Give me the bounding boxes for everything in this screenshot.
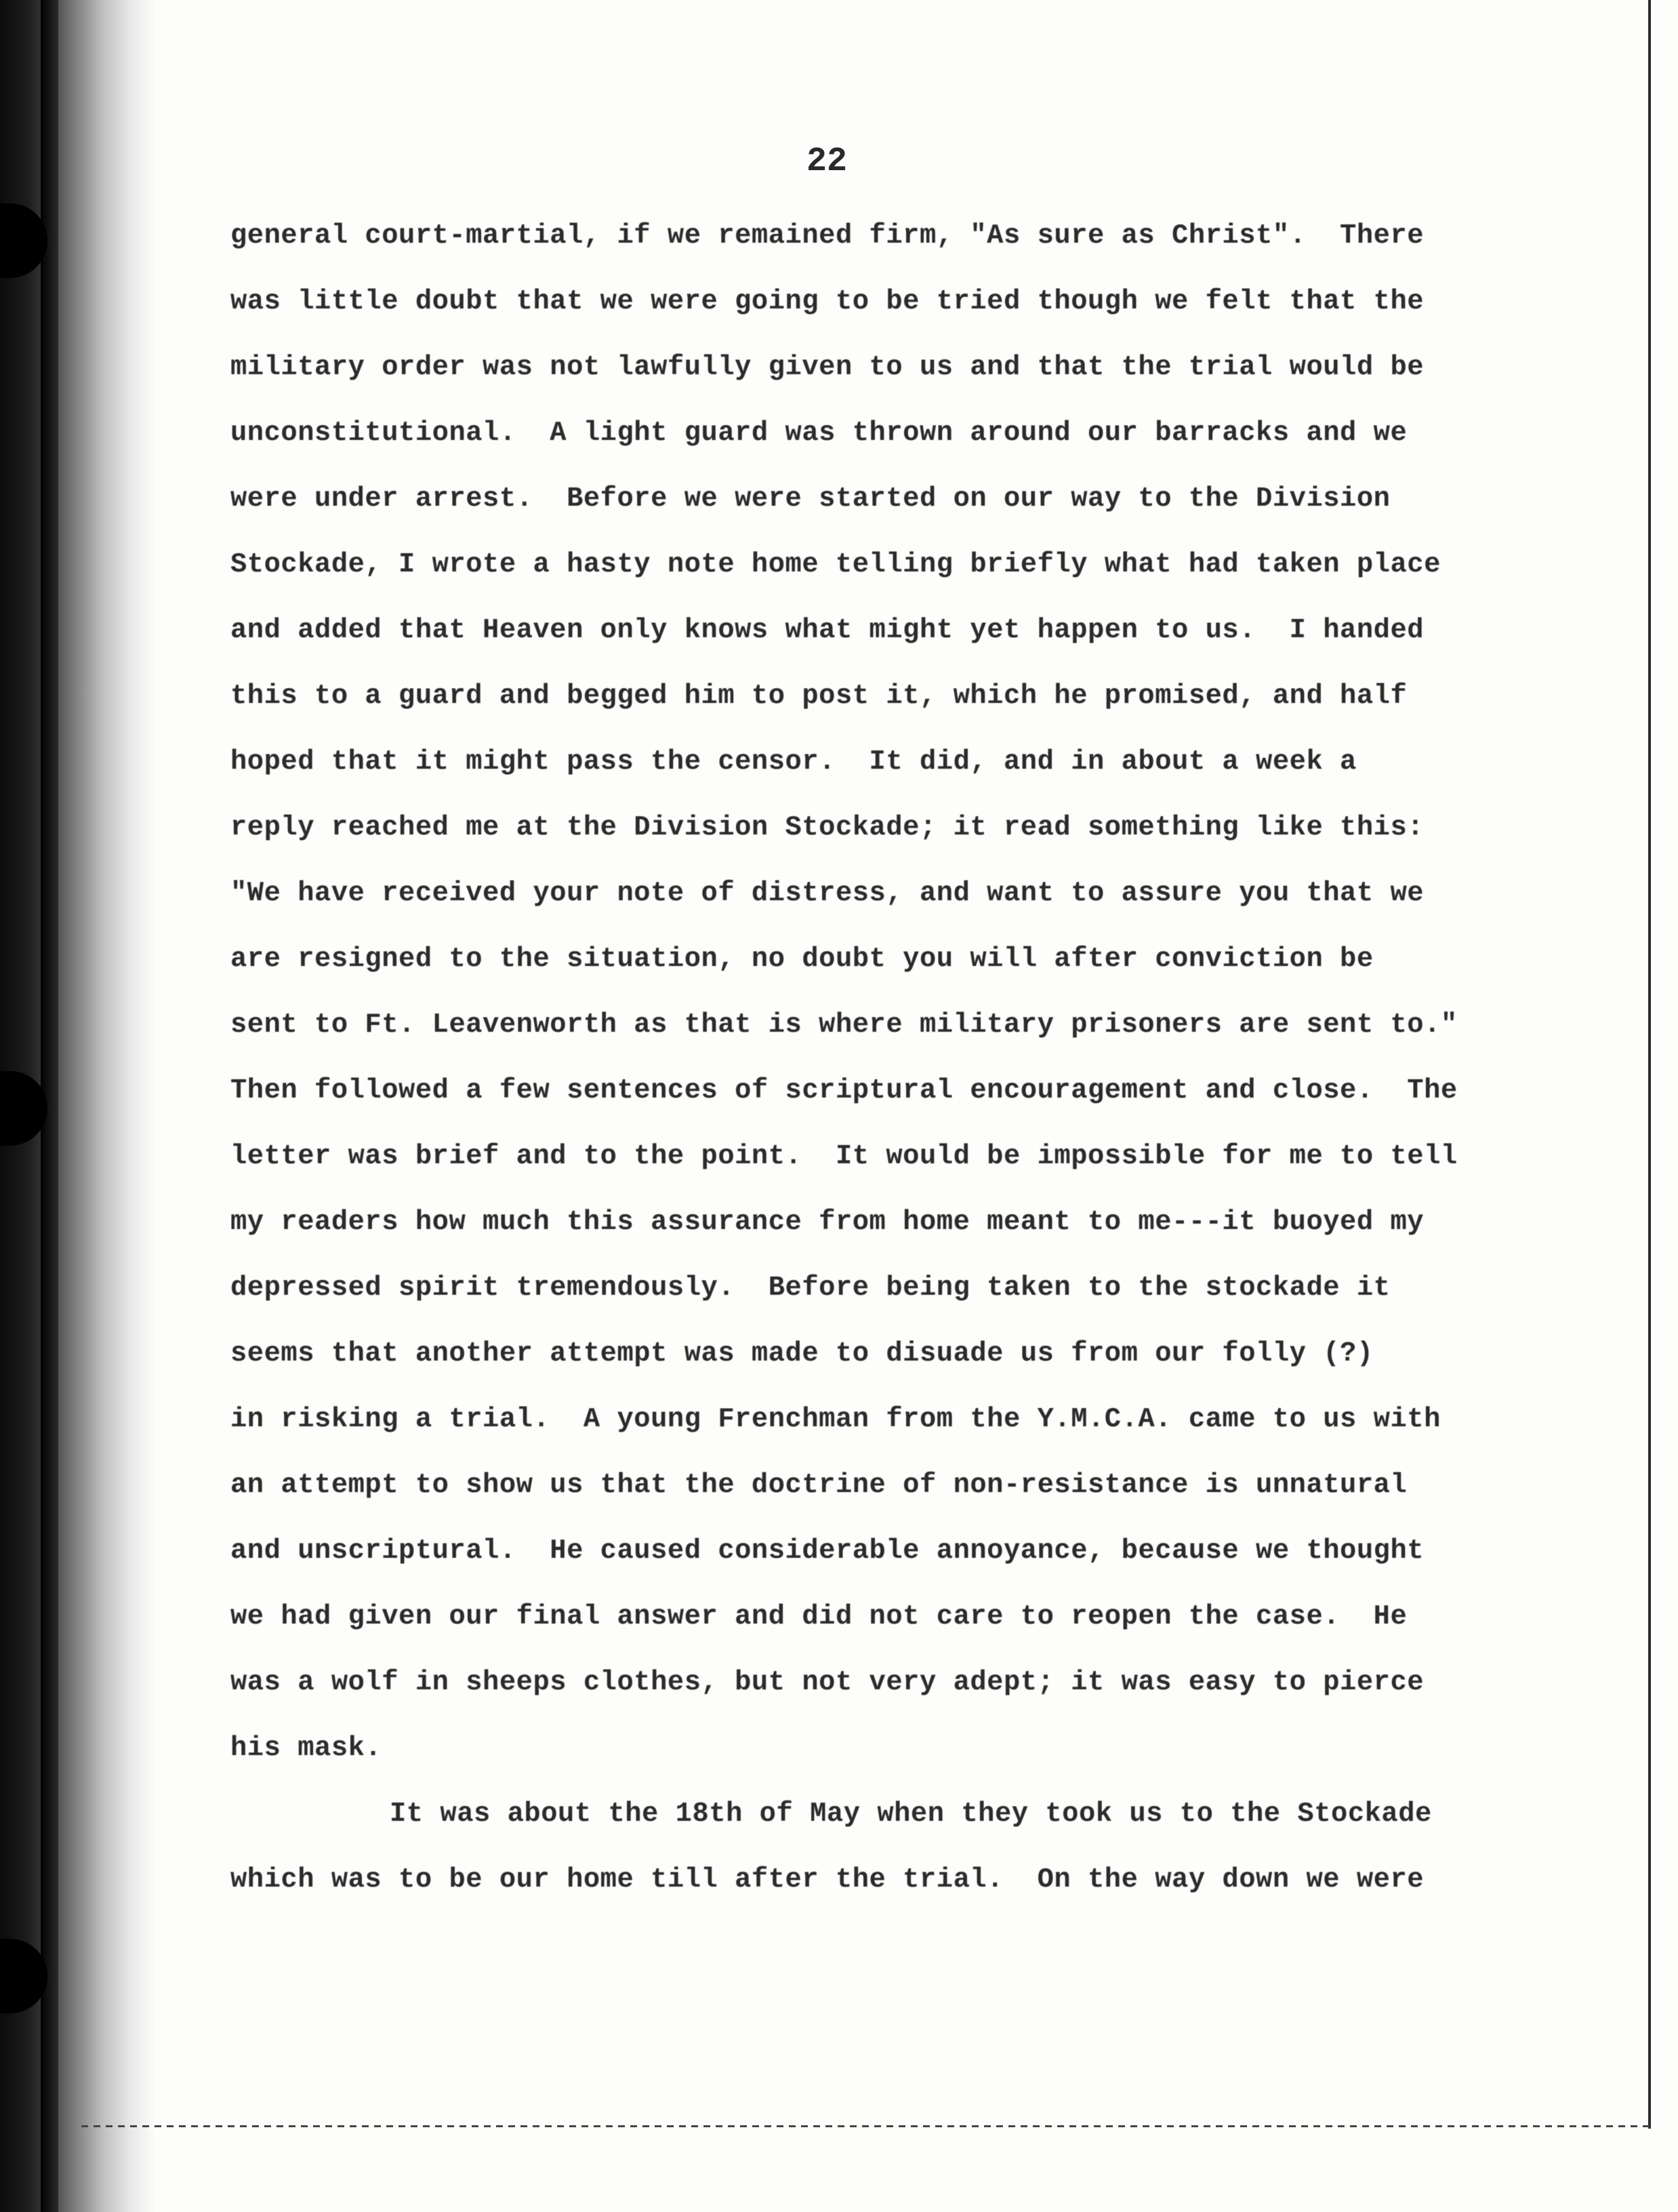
text-line: depressed spirit tremendously. Before being taken to the stockade it [230, 1272, 1391, 1304]
page-number: 22 [806, 142, 847, 181]
text-line: "We have received your note of distress, and want to assure you that we [230, 878, 1425, 909]
page-bottom-edge [81, 2125, 1651, 2127]
text-line: and added that Heaven only knows what might yet happen to us. I handed [230, 615, 1425, 646]
text-line: are resigned to the situation, no doubt you will after conviction be [230, 944, 1374, 975]
text-line: Stockade, I wrote a hasty note home telling briefly what had taken place [230, 549, 1441, 580]
text-line: reply reached me at the Division Stockade; it read something like this: [230, 812, 1425, 843]
text-line: hoped that it might pass the censor. It did, and in about a week a [230, 746, 1357, 778]
text-line: in risking a trial. A young Frenchman from the Y.M.C.A. came to us with [230, 1404, 1441, 1435]
text-line: military order was not lawfully given to us and that the trial would be [230, 352, 1425, 383]
text-line: we had given our final answer and did not care to reopen the case. He [230, 1601, 1408, 1632]
text-line: was a wolf in sheeps clothes, but not very adept; it was easy to pierce [230, 1667, 1425, 1698]
body-text [230, 203, 1491, 1913]
text-line: my readers how much this assurance from home meant to me---it buoyed my [230, 1207, 1425, 1238]
text-line: sent to Ft. Leavenworth as that is where military prisoners are sent to." [230, 1009, 1458, 1041]
text-line: was little doubt that we were going to be tried though we felt that the [230, 286, 1425, 317]
text-line: which was to be our home till after the trial. On the way down we were [230, 1864, 1425, 1895]
text-line: were under arrest. Before we were started on our way to the Division [230, 483, 1391, 515]
text-line: and unscriptural. He caused considerable annoyance, because we thought [230, 1535, 1425, 1567]
text-line: Then followed a few sentences of scriptural encouragement and close. The [230, 1075, 1458, 1106]
text-line: letter was brief and to the point. It would be impossible for me to tell [230, 1141, 1458, 1172]
text-line: this to a guard and begged him to post it, which he promised, and half [230, 681, 1408, 712]
text-line: his mask. [230, 1733, 382, 1764]
page-right-edge [1648, 0, 1651, 2129]
text-line: an attempt to show us that the doctrine of non-resistance is unnatural [230, 1470, 1408, 1501]
text-line: seems that another attempt was made to disuade us from our folly (?) [230, 1338, 1374, 1369]
text-line: unconstitutional. A light guard was thrown around our barracks and we [230, 418, 1408, 449]
paragraph-start-line: It was about the 18th of May when they took us to the Stockade [390, 1798, 1432, 1830]
text-line: general court-martial, if we remained firm, "As sure as Christ". There [230, 220, 1425, 252]
